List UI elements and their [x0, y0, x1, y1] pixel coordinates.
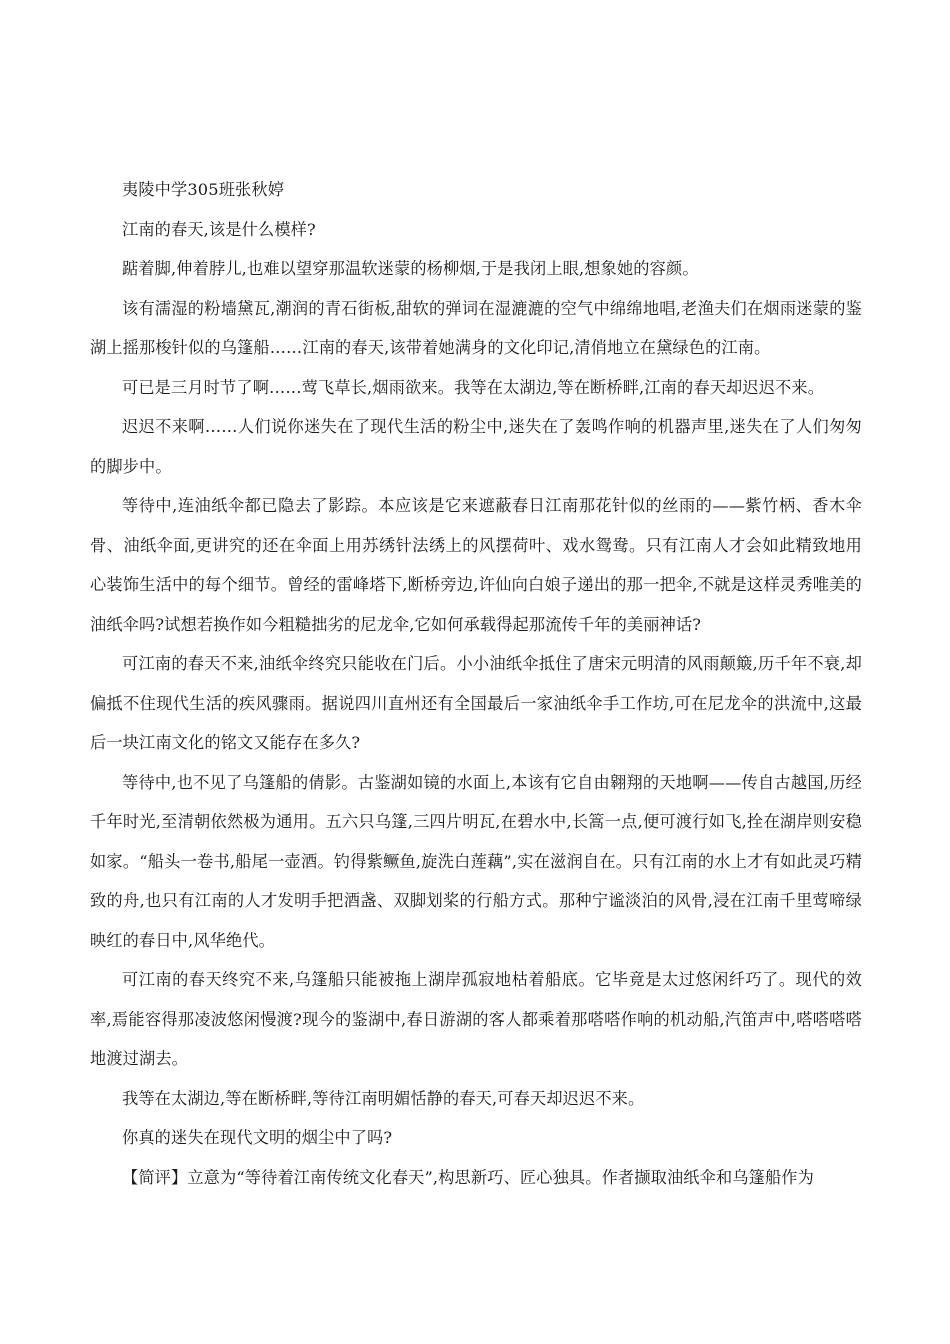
paragraph: 等待中,连油纸伞都已隐去了影踪。本应该是它来遮蔽春日江南那花针似的丝雨的——紫竹柄、香木伞骨、油纸伞面,更讲究的还在伞面上用苏绣针法绣上的风摆荷叶、戏水鸳鸯。只有江南人才会如此精致地用心装饰生活中的每个细节。曾经的雷峰塔下,断桥旁边,许仙向白娘子递出的那一把伞,不就是这样灵秀唯美的油纸伞吗?试想若换作如今粗糙拙劣的尼龙伞,它如何承载得起那流传千年的美丽神话?: [90, 496, 862, 634]
opening-question: 江南的春天,该是什么模样?: [122, 219, 316, 239]
author-line: 夷陵中学305班张秋婷: [122, 180, 285, 199]
paragraph: 我等在太湖边,等在断桥畔,等待江南明媚恬静的春天,可春天却迟迟不来。: [122, 1088, 645, 1108]
paragraph: 迟迟不来啊……人们说你迷失在了现代生活的粉尘中,迷失在了轰鸣作响的机器声里,迷失在了人们匆匆的脚步中。: [90, 417, 862, 476]
document-body: [90, 170, 862, 1197]
paragraph: 可江南的春天不来,油纸伞终究只能收在门后。小小油纸伞抵住了唐宋元明清的风雨颠簸,历千年不衰,却偏抵不住现代生活的疾风骤雨。据说四川直州还有全国最后一家油纸伞手工作坊,可在尼龙伞的洪流中,这最后一块江南文化的铭文又能存在多久?: [90, 654, 862, 752]
paragraph: 该有濡湿的粉墙黛瓦,潮润的青石街板,甜软的弹词在湿漉漉的空气中绵绵地唱,老渔夫们在烟雨迷蒙的鉴湖上摇那梭针似的乌篷船……江南的春天,该带着她满身的文化印记,清俏地立在黛绿色的江南。: [90, 298, 862, 357]
paragraph: 可已是三月时节了啊……莺飞草长,烟雨欲来。我等在太湖边,等在断桥畔,江南的春天却迟迟不来。: [122, 377, 825, 397]
closing-question: 你真的迷失在现代文明的烟尘中了吗?: [122, 1128, 393, 1147]
paragraph: 可江南的春天终究不来,乌篷船只能被拖上湖岸孤寂地枯着船底。它毕竟是太过悠闲纤巧了。现代的效率,焉能容得那凌波悠闲慢渡?现今的鉴湖中,春日游湖的客人都乘着那嗒嗒作响的机动船,汽笛声中,嗒嗒嗒嗒地渡过湖去。: [90, 970, 862, 1068]
commentary: 【简评】立意为“等待着江南传统文化春天”,构思新巧、匠心独具。作者撷取油纸伞和乌篷船作为: [122, 1167, 814, 1187]
paragraph: 踮着脚,伸着脖儿,也难以望穿那温软迷蒙的杨柳烟,于是我闭上眼,想象她的容颜。: [122, 259, 699, 278]
paragraph: 等待中,也不见了乌篷船的倩影。古鉴湖如镜的水面上,本该有它自由翱翔的天地啊——传自古越国,历经千年时光,至清朝依然极为通用。五六只乌篷,三四片明瓦,在碧水中,长篙一点,便可渡行如飞,拴在湖岸则安稳如家。“船头一卷书,船尾一壶酒。钓得紫鳜鱼,旋洗白莲藕”,实在滋润自在。只有江南的水上才有如此灵巧精致的舟,也只有江南的人才发明手把酒盏、双脚划桨的行船方式。那种宁谧淡泊的风骨,浸在江南千里莺啼绿映红的春日中,风华绝代。: [90, 772, 862, 950]
